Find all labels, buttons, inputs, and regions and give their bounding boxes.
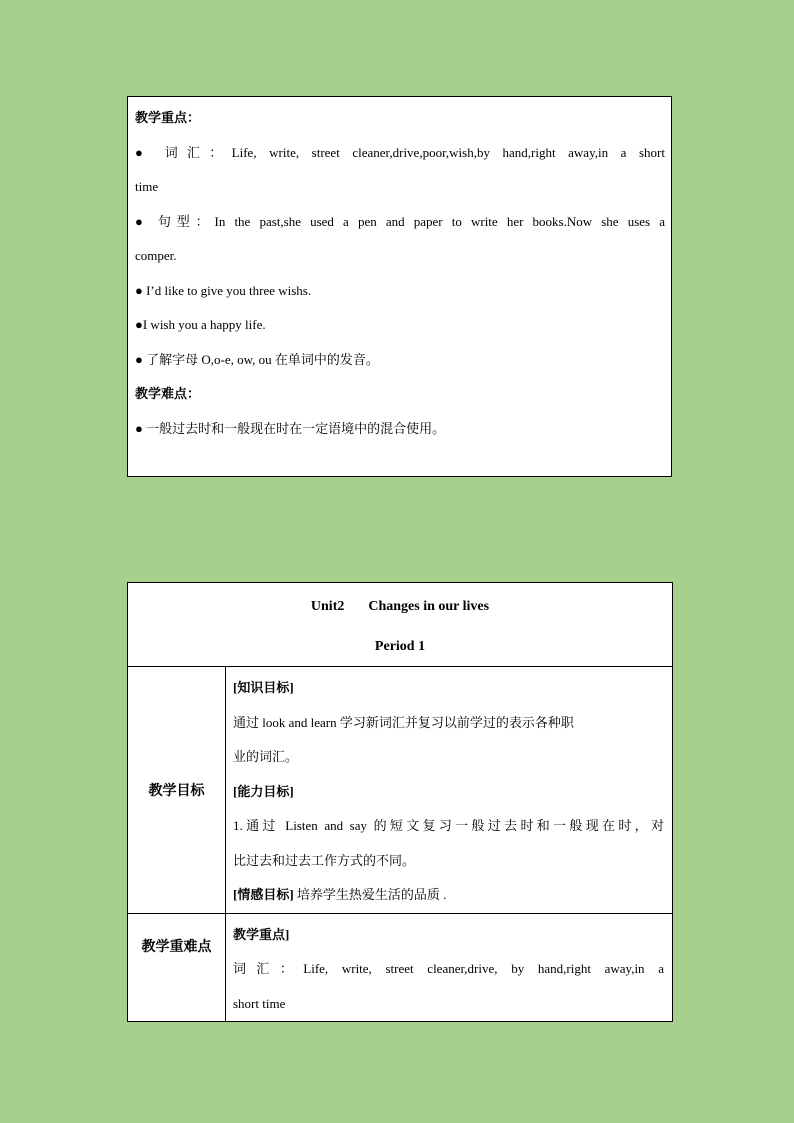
- unit-name: Changes in our lives: [368, 599, 490, 614]
- wish-line-1: ● I’d like to give you three wishs.: [135, 282, 312, 298]
- keys-row: [128, 913, 673, 1022]
- sentence-line-1: ● 句型：In the past,she used a pen and paper to write her books.Now she uses a: [135, 213, 665, 229]
- goals-content: [226, 667, 673, 914]
- key-points-box: [127, 96, 672, 477]
- ability-line-1: 1.通过 Listen and say 的短文复习一般过去时和一般现在时，对: [233, 818, 664, 833]
- keys-content: [226, 913, 673, 1022]
- knowledge-heading: [知识目标]: [233, 680, 294, 695]
- vocab-line-2: time: [135, 179, 159, 194]
- ability-heading: [能力目标]: [233, 783, 294, 799]
- keys-label: 教学重难点: [128, 913, 226, 1022]
- ability-line-2: 比过去和过去工作方式的不同。: [233, 852, 416, 868]
- emotion-text: 培养学生热爱生活的品质 .: [293, 887, 447, 902]
- goals-row: [128, 667, 673, 914]
- key-points-content: [128, 97, 671, 446]
- vocab-line-1: ● 词汇：Life, write, street cleaner,drive,poor,wish,by hand,right away,in a short: [135, 144, 665, 160]
- emotion-heading: [情感目标]: [233, 887, 294, 902]
- phonics-line: ● 了解字母 O,o-e, ow, ou 在单词中的发音。: [135, 351, 379, 367]
- goals-label: 教学目标: [128, 667, 226, 914]
- keys-line-2: short time: [233, 995, 286, 1011]
- lesson-plan-table: [127, 582, 673, 1022]
- knowledge-line-1: 通过 look and learn 学习新词汇并复习以前学过的表示各种职: [233, 714, 574, 730]
- keys-line-1: 词汇：Life, write, street cleaner,drive, by hand,right away,in a: [233, 961, 664, 976]
- title-row: [128, 583, 673, 667]
- period-title: Period 1: [374, 639, 426, 654]
- keys-heading: 教学重点]: [233, 926, 290, 942]
- emotion-line: [233, 878, 664, 913]
- sentence-line-2: comper.: [135, 248, 177, 263]
- difficult-line: ● 一般过去时和一般现在时在一定语境中的混合使用。: [135, 420, 446, 436]
- wish-line-2: ●I wish you a happy life.: [135, 317, 266, 332]
- heading-difficult-points: 教学难点：: [135, 386, 201, 401]
- knowledge-line-2: 业的词汇。: [233, 749, 299, 764]
- heading-key-points: 教学重点：: [135, 110, 201, 125]
- unit-number: Unit2: [310, 599, 345, 614]
- title-cell: [128, 583, 673, 667]
- unit-title: [128, 583, 672, 617]
